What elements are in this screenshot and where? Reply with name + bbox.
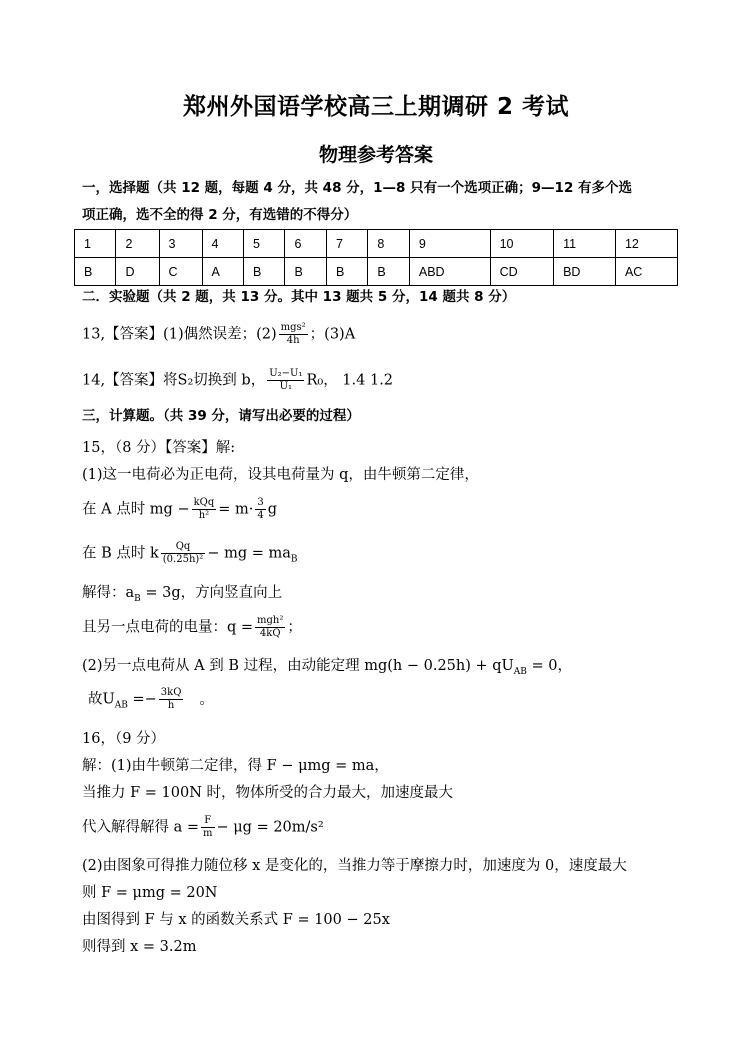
q15-uab-suffix: 。 [199, 691, 214, 708]
q15-b-frac-num: Qq [161, 541, 206, 554]
question-number-cell: 7 [326, 230, 367, 258]
q16-header: 16，（9 分） [82, 731, 166, 747]
q16-line3-den: m [203, 828, 213, 839]
question-number-cell: 12 [615, 230, 677, 258]
q16-line7: 则得到 x = 3.2m [82, 939, 197, 955]
question-number-cell: 2 [116, 230, 159, 258]
question-number-cell: 6 [285, 230, 326, 258]
q15-line2-rest: = 0， [526, 658, 572, 674]
question-number-cell: 11 [554, 230, 616, 258]
answer-cell: ABD [409, 258, 490, 286]
q13-prefix: 13,【答案】(1)偶然误差；(2) [82, 326, 277, 343]
q14-answer [82, 368, 393, 393]
q15-uab-sub: AB [114, 700, 128, 711]
section1-heading-line2: 项正确，选不全的得 2 分，有选错的不得分） [82, 207, 358, 223]
q15-uab-den: h [167, 700, 175, 711]
section1-heading-line1: 一，选择题（共 12 题，每题 4 分，共 48 分，1—8 只有一个选项正确；9—12 有多个选 [82, 180, 633, 196]
q15-solve [82, 581, 282, 604]
answer-cell: B [244, 258, 285, 286]
q16-line1: 解：(1)由牛顿第二定律，得 F − μmg = ma， [82, 758, 389, 774]
q15-solve-rest: = 3g，方向竖直向上 [140, 585, 283, 601]
q16-line3-suffix: − μg = 20m/s² [216, 819, 324, 836]
question-number-cell: 1 [75, 230, 116, 258]
q15-uab [88, 687, 214, 712]
q15-uab-prefix: 故U [88, 691, 115, 708]
q15-solve-sub: B [134, 593, 141, 604]
answer-row [75, 258, 678, 286]
answer-cell: D [116, 258, 159, 286]
q15-charge-suffix: ； [287, 619, 302, 636]
q15-charge-num: mgh² [257, 615, 284, 626]
q14-frac-den: U₁ [279, 381, 293, 392]
answer-table [74, 229, 678, 286]
question-number-cell: 9 [409, 230, 490, 258]
q15-uab-num: 3kQ [160, 687, 182, 698]
q14-suffix: R₀， 1.4 1.2 [306, 372, 394, 389]
answer-cell: B [285, 258, 326, 286]
q16-line2: 当推力 F = 100N 时，物体所受的合力最大，加速度最大 [82, 785, 454, 801]
q15-a-frac2-num: 3 [257, 497, 264, 508]
q16-line5: 则 F = μmg = 20N [82, 885, 218, 901]
q15-a-suffix: g [267, 501, 278, 518]
answer-cell: B [75, 258, 116, 286]
q14-fraction [267, 368, 304, 393]
question-number-cell: 5 [244, 230, 285, 258]
q13-fraction [279, 322, 308, 347]
q13-frac-den: 4h [286, 335, 300, 346]
q15-line2-text: (2)另一点电荷从 A 到 B 过程，由动能定理 mg(h − 0.25h) + qU [82, 658, 514, 674]
q15-uab-frac [159, 687, 184, 712]
q15-b-sub: B [290, 554, 298, 565]
q16-line6: 由图得到 F 与 x 的函数关系式 F = 100 − 25x [82, 912, 390, 928]
q15-charge-prefix: 且另一点电荷的电量：q = [82, 619, 254, 636]
q15-b-suffix: − mg = ma [207, 545, 291, 562]
q16-line3-frac [201, 815, 214, 840]
question-number-row [75, 230, 678, 258]
answer-cell: A [202, 258, 243, 286]
q15-a-mid: = m· [218, 501, 254, 518]
q16-line4: (2)由图象可得推力随位移 x 是变化的，当推力等于摩擦力时，加速度为 0，速度最大 [82, 858, 627, 874]
q15-header: 15，（8 分）【答案】解: [82, 440, 236, 456]
q15-uab-mid: =− [127, 691, 157, 708]
section2-heading: 二．实验题（共 2 题，共 13 分。其中 13 题共 5 分，14 题共 8 分） [82, 289, 516, 305]
q15-a-frac-den: h² [198, 510, 210, 521]
answer-cell: B [326, 258, 367, 286]
q15-a-frac [192, 497, 217, 522]
answer-cell: C [159, 258, 202, 286]
answer-cell: B [368, 258, 409, 286]
q15-a-prefix: 在 A 点时 mg − [82, 501, 190, 518]
q15-charge-frac [255, 615, 285, 640]
page-title: 郑州外国语学校高三上期调研 2 考试 [182, 94, 570, 120]
q14-prefix: 14,【答案】将S₂切换到 b， [82, 372, 266, 389]
q15-solve-prefix: 解得：a [82, 585, 135, 601]
q15-line1: (1)这一电荷必为正电荷，设其电荷量为 q，由牛顿第二定律， [82, 467, 479, 483]
q15-line2 [82, 654, 572, 677]
q15-b-frac [161, 541, 206, 566]
q15-a-frac2 [255, 497, 265, 522]
q13-answer [82, 322, 355, 347]
answer-cell: CD [490, 258, 553, 286]
question-number-cell: 4 [202, 230, 243, 258]
q15-line-a [82, 497, 277, 522]
answer-cell: AC [615, 258, 677, 286]
q16-line3-prefix: 代入解得解得 a = [82, 819, 200, 836]
question-number-cell: 8 [368, 230, 409, 258]
q14-frac-num: U₂−U₁ [269, 368, 303, 379]
section1-heading [82, 175, 682, 229]
answer-cell: BD [554, 258, 616, 286]
q15-a-frac-num: kQq [193, 497, 215, 508]
q15-line-b [82, 541, 298, 566]
page-subtitle: 物理参考答案 [318, 144, 433, 166]
q16-line3 [82, 815, 324, 840]
q15-charge [82, 615, 302, 640]
q15-line2-sub: AB [513, 666, 527, 677]
question-number-cell: 10 [490, 230, 553, 258]
q15-b-prefix: 在 B 点时 k [82, 545, 159, 562]
question-number-cell: 3 [159, 230, 202, 258]
q15-a-frac2-den: 4 [257, 510, 264, 521]
q13-suffix: ；(3)A [309, 326, 356, 343]
q15-charge-den: 4kQ [259, 628, 281, 639]
q16-line3-num: F [201, 815, 214, 828]
q13-frac-num: mgs² [280, 322, 306, 333]
q15-b-frac-den: (0.25h)² [162, 554, 204, 565]
section3-heading: 三，计算题。（共 39 分，请写出必要的过程） [82, 408, 360, 424]
